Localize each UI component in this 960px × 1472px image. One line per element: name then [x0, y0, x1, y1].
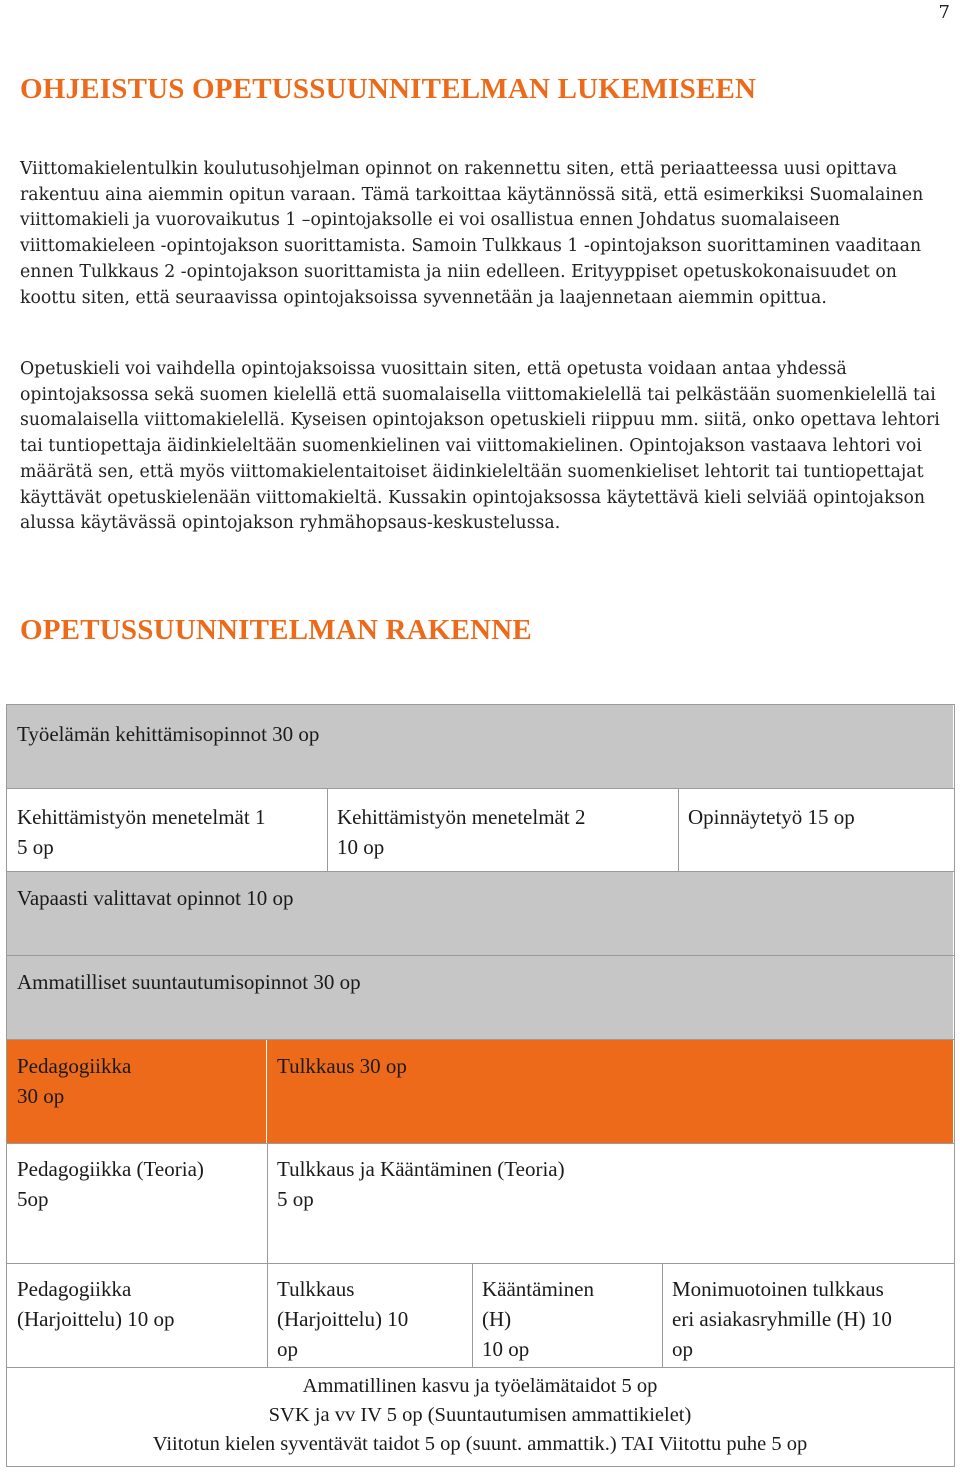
column-divider — [678, 788, 679, 871]
cell-credits: op — [277, 1337, 298, 1361]
cell-title: Pedagogiikka — [17, 1054, 132, 1078]
paragraph-teaching-language: Opetuskieli voi vaihdella opintojaksoissa vuosittain siten, että opetusta voidaan antaa yhdessä opintojaksossa sekä suomen kielellä että suomalaisella viittomakielellä tai pelkästään suomenkielellä tai suomalaisella viittomakielellä. Kyseisen opintojakson opetuskieli riippuu mm. siitä, onko opettava lehtori tai tuntiopettaja äidinkieleltään suomenkielinen vai viittomakielinen. Opintojakson vastaava lehtori voi määrätä sen, että myös viittomakielentaitoiset äidinkieleltään suomenkieliset lehtorit tai tuntiopettajat käyttävät opetuskielenään viittomakieltä. Kussakin opintojaksossa käytettävä kieli selviää opintojakson alussa käytävässä opintojakson ryhmähopsaus-keskustelussa. — [20, 359, 940, 534]
cell-title: Pedagogiikka — [17, 1277, 132, 1301]
cell-pedagogy-theory — [7, 1143, 267, 1263]
cell-credits: op — [672, 1337, 693, 1361]
row-divider — [6, 1039, 955, 1040]
cell-credits: 10 op — [482, 1337, 530, 1361]
cell-translation-practice — [472, 1263, 662, 1367]
cell-credits: 10 op — [337, 835, 385, 859]
cell-professional-orientation — [7, 955, 954, 1039]
cell-dev-methods-2 — [327, 788, 678, 871]
column-divider — [267, 1143, 268, 1367]
cell-interp-practice — [267, 1263, 472, 1367]
cell-title: Kehittämistyön menetelmät 1 — [17, 805, 266, 829]
cell-detail: (Harjoittelu) 10 — [277, 1307, 409, 1331]
row-divider — [6, 871, 955, 872]
cell-detail: (H) — [482, 1307, 512, 1331]
cell-label: Opinnäytetyö 15 op — [688, 805, 855, 829]
footer-line-1: Ammatillinen kasvu ja työelämätaidot 5 op — [302, 1375, 658, 1397]
cell-credits: 5 op — [277, 1187, 314, 1211]
cell-credits: 5 op — [17, 835, 54, 859]
cell-title: Tulkkaus — [277, 1277, 355, 1301]
footer-line-3: Viitotun kielen syventävät taidot 5 op (suunt. ammattik.) TAI Viitottu puhe 5 op — [152, 1433, 808, 1455]
cell-dev-methods-1 — [7, 788, 327, 871]
cell-interp-translation-theory — [267, 1143, 954, 1263]
cell-title: Pedagogiikka (Teoria) — [17, 1157, 204, 1181]
cell-pedagogy-practice — [7, 1263, 267, 1367]
cell-label: Työelämän kehittämisopinnot 30 op — [17, 722, 320, 746]
column-divider — [327, 788, 328, 871]
cell-workplace-development — [7, 705, 954, 788]
cell-title: Kääntäminen — [482, 1277, 594, 1301]
column-divider — [662, 1263, 663, 1367]
column-divider — [472, 1263, 473, 1367]
row-divider — [6, 788, 955, 789]
cell-label: Tulkkaus 30 op — [277, 1054, 407, 1078]
cell-title: Kehittämistyön menetelmät 2 — [337, 805, 586, 829]
row-divider — [6, 955, 955, 956]
heading-curriculum-structure: OPETUSSUUNNITELMAN RAKENNE — [20, 614, 532, 646]
footer-line-2: SVK ja vv IV 5 op (Suuntautumisen ammattikielet) — [268, 1404, 692, 1426]
cell-label: Ammatilliset suuntautumisopinnot 30 op — [17, 970, 361, 994]
paragraph-structure-principle: Viittomakielentulkin koulutusohjelman opinnot on rakennettu siten, että periaatteessa uusi opittava rakentuu aina aiemmin opitun varaan. Tämä tarkoittaa käytännössä sitä, että esimerkiksi Suomalainen viittomakieli ja vuorovaikutus 1 –opintojaksolle ei voi osallistua ennen Johdatus suomalaiseen viittomakieleen -opintojakson suorittamista. Samoin Tulkkaus 1 -opintojakson suorittaminen vaaditaan ennen Tulkkaus 2 -opintojakson suorittamista ja niin edelleen. Erityyppiset opetuskokonaisuudet on koottu siten, että seuraavissa opintojaksoissa syvennetään ja laajennetaan aiemmin opittua. — [20, 159, 924, 308]
cell-thesis — [678, 788, 954, 871]
page-number: 7 — [938, 2, 950, 23]
cell-multimodal-interpreting — [662, 1263, 954, 1367]
cell-credits: 30 op — [17, 1084, 65, 1108]
row-divider — [6, 1143, 955, 1144]
row-divider — [6, 1367, 955, 1368]
cell-label: Vapaasti valittavat opinnot 10 op — [17, 886, 294, 910]
heading-reading-guide: OHJEISTUS OPETUSSUUNNITELMAN LUKEMISEEN — [20, 73, 757, 105]
cell-detail: eri asiakasryhmille (H) 10 — [672, 1307, 892, 1331]
cell-title: Monimuotoinen tulkkaus — [672, 1277, 884, 1301]
cell-credits: 5op — [17, 1187, 49, 1211]
cell-title: Tulkkaus ja Kääntäminen (Teoria) — [277, 1157, 565, 1181]
row-divider — [6, 1263, 955, 1264]
cell-free-electives — [7, 871, 954, 955]
cell-interpreting — [267, 1039, 954, 1143]
cell-professional-skills — [7, 1367, 954, 1466]
cell-pedagogy — [7, 1039, 267, 1143]
cell-credits: (Harjoittelu) 10 op — [17, 1307, 175, 1331]
